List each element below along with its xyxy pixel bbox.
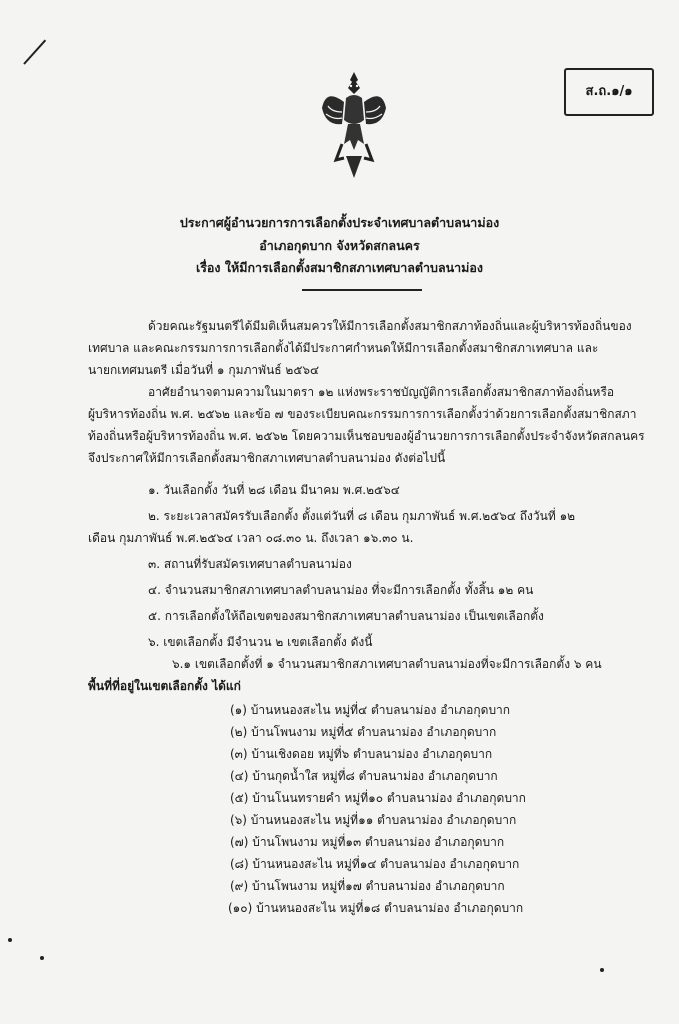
village-item: (๑) บ้านหนองสะไน หมู่ที่๔ ตำบลนาม่อง อำเภอกุดบาก <box>230 703 511 717</box>
document-code-box: ส.ถ.๑/๑ <box>564 68 654 116</box>
village-item: (๖) บ้านหนองสะไน หมู่ที่๑๑ ตำบลนาม่อง อำเภอกุดบาก <box>230 813 517 827</box>
village-item: (๑๐) บ้านหนองสะไน หมู่ที่๑๘ ตำบลนาม่อง อำเภอกุดบาก <box>228 901 524 915</box>
item-election-date: ๑. วันเลือกตั้ง วันที่ ๒๘ เดือน มีนาคม พ.ศ.๒๕๖๔ <box>148 483 400 497</box>
item-constituency-rule: ๕. การเลือกตั้งให้ถือเขตของสมาชิกสภาเทศบาลตำบลนาม่อง เป็นเขตเลือกตั้ง <box>148 609 544 623</box>
item-member-count: ๔. จำนวนสมาชิกสภาเทศบาลตำบลนาม่อง ที่จะมีการเลือกตั้ง ทั้งสิ้น ๑๒ คน <box>148 583 534 597</box>
item-constituency-1-area: พื้นที่ที่อยู่ในเขตเลือกตั้ง ได้แก่ <box>88 679 241 693</box>
heading-rule <box>302 289 422 291</box>
garuda-emblem-icon <box>318 68 390 180</box>
intro-line: จึงประกาศให้มีการเลือกตั้งสมาชิกสภาเทศบาลตำบลนาม่อง ดังต่อไปนี้ <box>88 451 446 465</box>
village-item: (๒) บ้านโพนงาม หมู่ที่๕ ตำบลนาม่อง อำเภอกุดบาก <box>230 725 497 739</box>
item-application-period-cont: เดือน กุมภาพันธ์ พ.ศ.๒๕๖๔ เวลา ๐๘.๓๐ น. ถึงเวลา ๑๖.๓๐ น. <box>88 531 414 545</box>
village-item: (๔) บ้านกุดน้ำใส หมู่ที่๘ ตำบลนาม่อง อำเภอกุดบาก <box>230 769 498 783</box>
item-application-period: ๒. ระยะเวลาสมัครรับเลือกตั้ง ตั้งแต่วันที่ ๘ เดือน กุมภาพันธ์ พ.ศ.๒๕๖๔ ถึงวันที่ ๑๒ <box>148 509 576 523</box>
village-item: (๕) บ้านโนนทรายคำ หมู่ที่๑๐ ตำบลนาม่อง อำเภอกุดบาก <box>230 791 526 805</box>
item-application-place: ๓. สถานที่รับสมัครเทศบาลตำบลนาม่อง <box>148 557 352 571</box>
scan-speck <box>40 956 44 960</box>
village-item: (๗) บ้านโพนงาม หมู่ที่๑๓ ตำบลนาม่อง อำเภอกุดบาก <box>230 835 505 849</box>
announcement-title: ประกาศผู้อำนวยการการเลือกตั้งประจำเทศบาลตำบลนาม่อง <box>179 215 500 230</box>
item-constituency-1: ๖.๑ เขตเลือกตั้งที่ ๑ จำนวนสมาชิกสภาเทศบาลตำบลนาม่องที่จะมีการเลือกตั้ง ๖ คน <box>172 657 602 671</box>
intro-line: ด้วยคณะรัฐมนตรีได้มีมติเห็นสมควรให้มีการเลือกตั้งสมาชิกสภาท้องถิ่นและผู้บริหารท้องถิ่นของ <box>148 319 632 333</box>
village-item: (๙) บ้านโพนงาม หมู่ที่๑๗ ตำบลนาม่อง อำเภอกุดบาก <box>230 879 505 893</box>
scan-speck <box>600 968 604 972</box>
village-item: (๓) บ้านเชิงดอย หมู่ที่๖ ตำบลนาม่อง อำเภอกุดบาก <box>230 747 493 761</box>
scan-speck <box>8 938 12 942</box>
village-item: (๘) บ้านหนองสะไน หมู่ที่๑๔ ตำบลนาม่อง อำเภอกุดบาก <box>230 857 520 871</box>
intro-line: อาศัยอำนาจตามความในมาตรา ๑๒ แห่งพระราชบัญญัติการเลือกตั้งสมาชิกสภาท้องถิ่นหรือ <box>148 385 615 399</box>
intro-line: ท้องถิ่นหรือผู้บริหารท้องถิ่น พ.ศ. ๒๕๖๒ โดยความเห็นชอบของผู้อำนวยการการเลือกตั้งประจำจังหวัดสกลนคร <box>88 429 645 443</box>
pen-mark <box>23 40 46 65</box>
item-constituency-count: ๖. เขตเลือกตั้ง มีจำนวน ๒ เขตเลือกตั้ง ดังนี้ <box>148 635 373 649</box>
announcement-district: อำเภอกุดบาก จังหวัดสกลนคร <box>259 238 420 253</box>
intro-line: เทศบาล และคณะกรรมการการเลือกตั้งได้มีประกาศกำหนดให้มีการเลือกตั้งสมาชิกสภาเทศบาล และ <box>88 341 599 355</box>
intro-line: นายกเทศมนตรี เมื่อวันที่ ๑ กุมภาพันธ์ ๒๕๖๔ <box>88 363 320 377</box>
intro-line: ผู้บริหารท้องถิ่น พ.ศ. ๒๕๖๒ และข้อ ๗ ของระเบียบคณะกรรมการการเลือกตั้งว่าด้วยการเลือกตั้งสมาชิกสภา <box>88 407 637 421</box>
announcement-subject: เรื่อง ให้มีการเลือกตั้งสมาชิกสภาเทศบาลตำบลนาม่อง <box>195 260 484 275</box>
